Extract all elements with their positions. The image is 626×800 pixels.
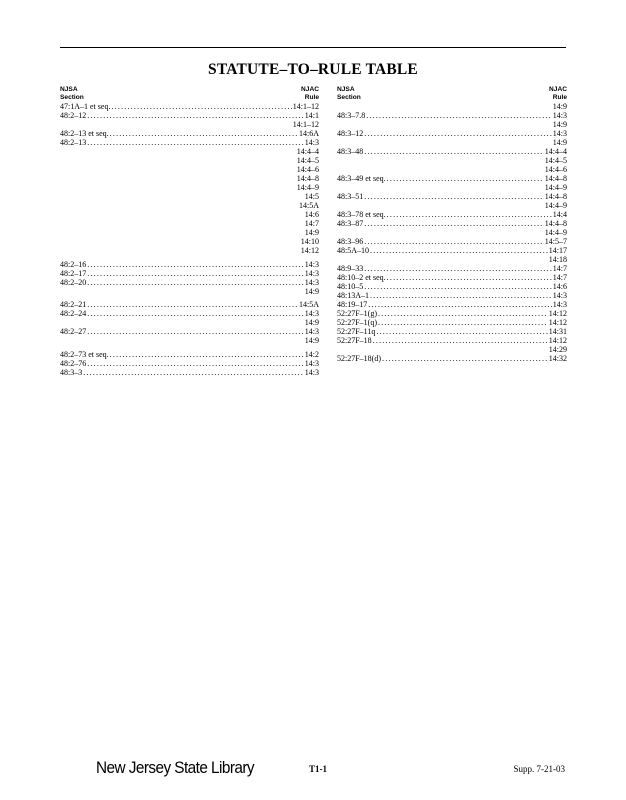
dot-leader: [387, 174, 544, 183]
rule-cell: 14:9: [552, 120, 567, 129]
section-cell: 48:3–49 et seq.: [337, 174, 386, 183]
table-row: [60, 165, 319, 174]
table-row: [337, 336, 567, 345]
rule-cell: 14:3: [552, 300, 567, 309]
table-row: [60, 138, 319, 147]
rule-cell: 14:1–12: [292, 102, 319, 111]
table-row: [60, 201, 319, 210]
section-cell: 48:3–51: [337, 192, 364, 201]
dot-leader: [368, 300, 552, 309]
table-row: [337, 165, 567, 174]
rule-cell: 14:7: [304, 219, 319, 228]
section-cell: 52:27F–1(q): [337, 318, 377, 327]
rule-cell: 14:9: [304, 228, 319, 237]
table-row: [337, 147, 567, 156]
rule-cell: 14:12: [300, 246, 319, 255]
section-cell: 48:2–73 et seq.: [60, 349, 109, 359]
dot-leader: [111, 102, 291, 111]
dot-leader: [378, 318, 548, 327]
dot-leader: [376, 327, 547, 336]
section-cell: 48:9–33: [337, 264, 364, 273]
rule-cell: 14:3: [304, 358, 319, 368]
section-cell: 52:27F–18: [337, 336, 372, 345]
section-cell: 48:3–78 et seq.: [337, 210, 386, 219]
section-cell: 48:3–3: [60, 367, 83, 377]
table-row: [337, 219, 567, 228]
rule-cell: 14:4–5: [544, 156, 567, 165]
rule-cell: 14:4–5: [296, 156, 319, 165]
njac-label: NJAC: [549, 86, 567, 93]
table-row: [337, 138, 567, 147]
rule-cell: 14:3: [304, 367, 319, 377]
rule-label: Rule: [304, 93, 319, 101]
rule-cell: 14:6: [552, 282, 567, 291]
njsa-label: NJSA: [60, 86, 78, 93]
section-cell: 52:27F–11q: [337, 327, 376, 336]
dot-leader: [370, 246, 548, 255]
table-row: [60, 309, 319, 318]
dot-leader: [387, 273, 552, 282]
dot-leader: [83, 368, 304, 377]
section-cell: 48:3–48: [337, 147, 364, 156]
dot-leader: [364, 282, 552, 291]
table-row: [337, 237, 567, 246]
dot-leader: [364, 147, 544, 156]
dot-leader: [87, 269, 304, 278]
table-row: [337, 255, 567, 264]
rule-cell: 14:3: [304, 309, 319, 318]
table-row: [60, 278, 319, 287]
section-cell: 47:1A–1 et seq.: [60, 102, 111, 111]
table-row: [60, 237, 319, 246]
table-row: [60, 210, 319, 219]
table-row: [337, 354, 567, 363]
table-row: [337, 318, 567, 327]
page-title: STATUTE–TO–RULE TABLE: [208, 61, 418, 78]
rule-cell: 14:6A: [299, 129, 319, 138]
dot-leader: [87, 300, 298, 309]
rule-cell: 14:4–9: [296, 183, 319, 192]
table-row: [60, 219, 319, 228]
table-row: [60, 318, 319, 327]
table-row: [60, 156, 319, 165]
left-rows: [60, 102, 319, 377]
rule-cell: 14:7: [552, 273, 567, 282]
dot-leader: [87, 309, 304, 318]
rule-cell: 14:3: [552, 291, 567, 300]
table-row: [337, 345, 567, 354]
section-label: Section: [337, 93, 361, 101]
rule-cell: 14:9: [304, 318, 319, 327]
section-cell: 48:19–17: [337, 300, 368, 309]
dot-leader: [87, 138, 304, 147]
section-cell: 48:2–21: [60, 300, 87, 309]
dot-leader: [387, 210, 552, 219]
rule-cell: 14:4: [552, 210, 567, 219]
dot-leader: [364, 129, 552, 138]
section-label: Section: [60, 93, 84, 101]
rule-cell: 14:4–8: [544, 174, 567, 183]
section-cell: 48:3–87: [337, 219, 364, 228]
section-cell: 48:10–5: [337, 282, 364, 291]
table-row: [60, 192, 319, 201]
right-column-header: [337, 86, 567, 101]
table-row: [60, 287, 319, 296]
rule-cell: 14:3: [552, 129, 567, 138]
rule-cell: 14:1–12: [292, 120, 319, 129]
section-cell: 48:3–7.8: [337, 111, 366, 120]
dot-leader: [366, 111, 552, 120]
rule-cell: 14:4–8: [296, 174, 319, 183]
section-cell: 48:2–76: [60, 358, 87, 368]
table-row: [60, 111, 319, 120]
section-cell: 48:13A–1: [337, 291, 369, 300]
table-row: [60, 174, 319, 183]
table-row: [60, 260, 319, 269]
dot-leader: [110, 350, 304, 359]
rule-cell: 14:31: [548, 327, 567, 336]
library-name: New Jersey State Library: [96, 759, 255, 777]
table-row: [337, 228, 567, 237]
table-row: [60, 368, 319, 377]
rule-cell: 14:3: [552, 111, 567, 120]
section-cell: 48:2–17: [60, 268, 87, 278]
rule-cell: 14:4–4: [544, 147, 567, 156]
table-row: [337, 264, 567, 273]
section-cell: 52:27F–1(g): [337, 309, 377, 318]
njsa-label: NJSA: [337, 86, 355, 93]
section-cell: 48:3–12: [337, 129, 364, 138]
rule-cell: 14:5A: [299, 300, 319, 309]
rule-cell: 14:4–9: [544, 228, 567, 237]
dot-leader: [382, 354, 548, 363]
table-row: [337, 300, 567, 309]
table-row: [337, 210, 567, 219]
table-row: [337, 120, 567, 129]
table-row: [337, 201, 567, 210]
rule-cell: 14:3: [304, 268, 319, 278]
table-row: [60, 269, 319, 278]
rule-cell: 14:4–8: [544, 192, 567, 201]
section-cell: 48:2–12: [60, 111, 87, 120]
table-row: [60, 102, 319, 111]
dot-leader: [364, 219, 544, 228]
page-footer: [0, 759, 626, 783]
right-rows: [337, 102, 567, 363]
rule-cell: 14:17: [548, 246, 567, 255]
rule-cell: 14:5–7: [544, 237, 567, 246]
rule-cell: 14:3: [304, 327, 319, 336]
section-cell: 48:2–13: [60, 138, 87, 147]
table-row: [60, 336, 319, 345]
rule-cell: 14:29: [548, 345, 567, 354]
dot-leader: [87, 260, 304, 269]
table-row: [60, 350, 319, 359]
rule-cell: 14:9: [304, 286, 319, 296]
dot-leader: [364, 192, 544, 201]
rule-cell: 14:9: [304, 336, 319, 345]
table-row: [60, 359, 319, 368]
table-row: [337, 309, 567, 318]
rule-cell: 14:3: [304, 138, 319, 147]
section-cell: 48:2–16: [60, 259, 87, 269]
section-cell: 48:2–13 et seq.: [60, 129, 109, 138]
rule-cell: 14:4–6: [296, 165, 319, 174]
table-row: [337, 273, 567, 282]
dot-leader: [364, 264, 552, 273]
dot-leader: [364, 237, 544, 246]
table-row: [337, 327, 567, 336]
table-row: [337, 192, 567, 201]
rule-cell: 14:10: [300, 237, 319, 246]
table-row: [60, 228, 319, 237]
rule-cell: 14:6: [304, 210, 319, 219]
dot-leader: [370, 291, 552, 300]
table-row: [60, 183, 319, 192]
njac-label: NJAC: [301, 86, 319, 93]
table-row: [60, 327, 319, 336]
rule-cell: 14:4–8: [544, 219, 567, 228]
rule-cell: 14:32: [548, 354, 567, 363]
section-cell: 48:2–27: [60, 327, 87, 336]
section-cell: 48:2–20: [60, 277, 87, 287]
rule-cell: 14:3: [304, 277, 319, 287]
left-column-header: [60, 86, 319, 101]
rule-cell: 14:7: [552, 264, 567, 273]
top-rule: [60, 47, 566, 48]
table-row: [60, 300, 319, 309]
table-row: [337, 156, 567, 165]
supplement-date: Supp. 7-21-03: [513, 764, 565, 774]
page-number: T1-1: [309, 764, 327, 774]
rule-cell: 14:5A: [299, 201, 319, 210]
rule-cell: 14:3: [304, 259, 319, 269]
rule-label: Rule: [552, 93, 567, 101]
dot-leader: [87, 278, 304, 287]
dot-leader: [87, 327, 304, 336]
table-row: [337, 291, 567, 300]
left-column: [60, 86, 319, 377]
rule-cell: 14:4–4: [296, 147, 319, 156]
rule-cell: 14:1: [304, 111, 319, 120]
table-row: [337, 282, 567, 291]
rule-cell: 14:9: [552, 138, 567, 147]
dot-leader: [87, 111, 304, 120]
table-row: [337, 246, 567, 255]
section-cell: 48:10–2 et seq.: [337, 273, 386, 282]
table-row: [337, 183, 567, 192]
rule-cell: 14:18: [548, 255, 567, 264]
table-row: [60, 129, 319, 138]
dot-leader: [110, 129, 298, 138]
rule-cell: 14:4–6: [544, 165, 567, 174]
table-row: [337, 111, 567, 120]
table-row: [337, 129, 567, 138]
section-cell: 48:3–96: [337, 237, 364, 246]
rule-cell: 14:12: [548, 336, 567, 345]
section-cell: 48:5A–10: [337, 246, 369, 255]
rule-cell: 14:12: [548, 309, 567, 318]
table-row: [337, 174, 567, 183]
table-row: [337, 102, 567, 111]
table-row: [60, 246, 319, 255]
dot-leader: [378, 309, 548, 318]
table-row: [60, 147, 319, 156]
section-cell: 48:2–24: [60, 309, 87, 318]
section-cell: 52:27F–18(d): [337, 354, 381, 363]
rule-cell: 14:5: [304, 192, 319, 201]
rule-cell: 14:4–9: [544, 183, 567, 192]
table-row: [60, 120, 319, 129]
rule-cell: 14:12: [548, 318, 567, 327]
rule-cell: 14:4–9: [544, 201, 567, 210]
rule-cell: 14:2: [304, 349, 319, 359]
dot-leader: [87, 359, 304, 368]
right-column: [337, 86, 567, 363]
rule-cell: 14:9: [552, 102, 567, 111]
dot-leader: [373, 336, 548, 345]
